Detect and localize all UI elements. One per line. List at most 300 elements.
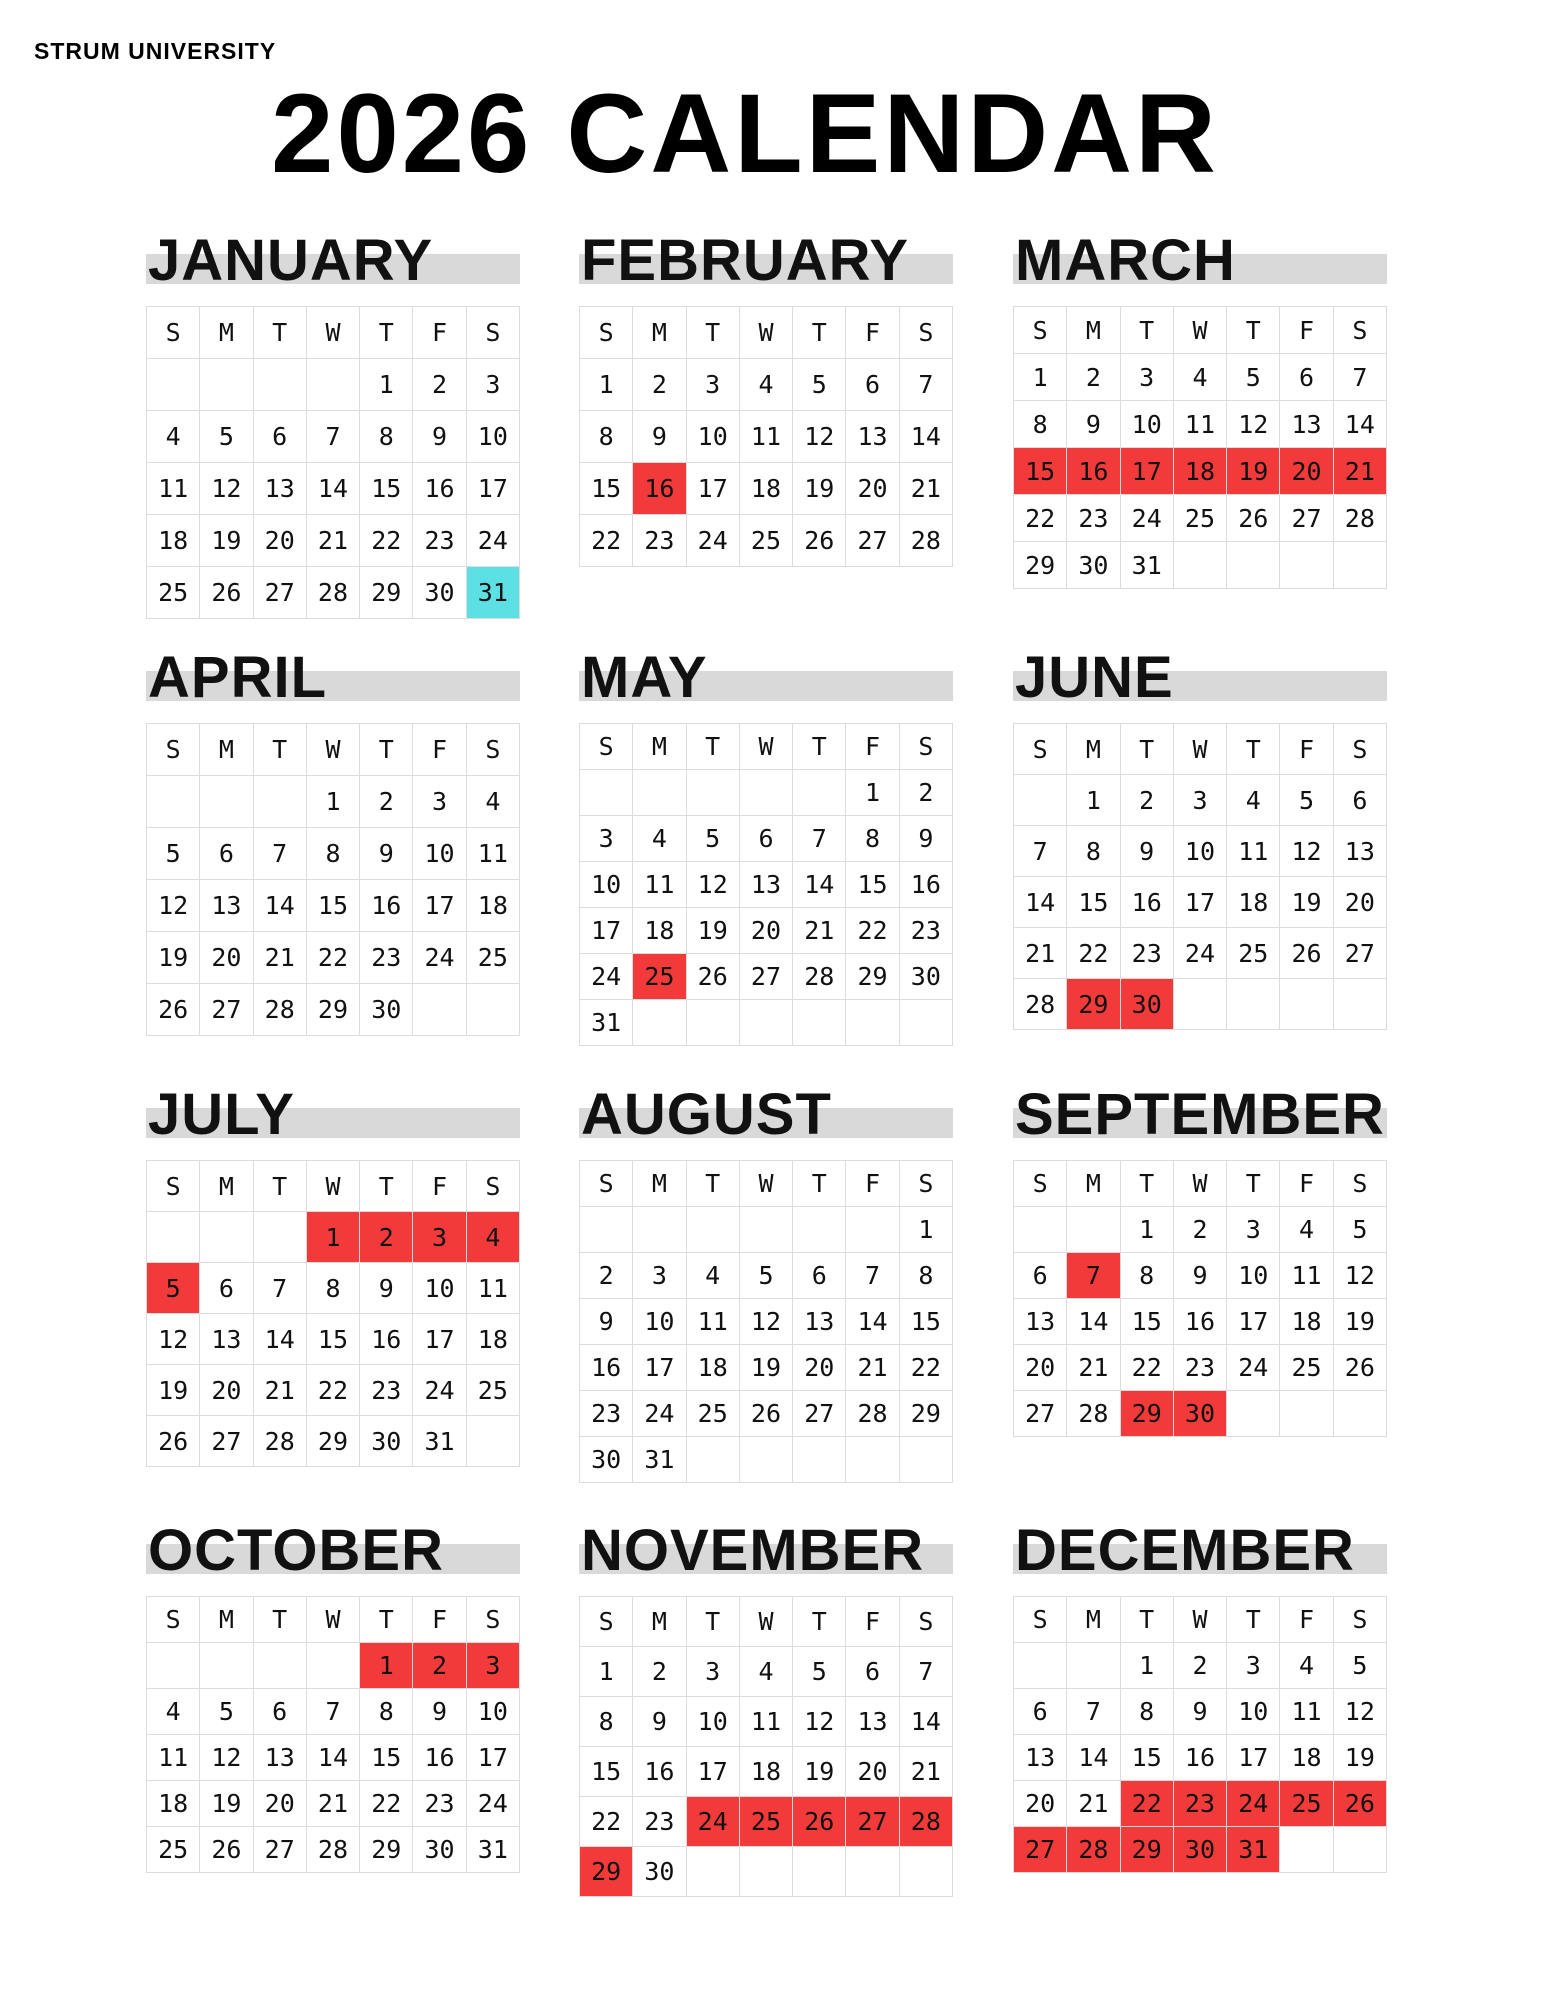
day-cell[interactable]: 15 — [580, 463, 633, 515]
day-cell[interactable]: 22 — [1014, 495, 1067, 542]
day-cell[interactable]: 25 — [1173, 495, 1226, 542]
day-cell[interactable]: 5 — [1333, 1643, 1386, 1689]
day-cell[interactable]: 12 — [147, 1314, 200, 1365]
day-cell[interactable]: 16 — [413, 1735, 466, 1781]
day-cell-holiday[interactable]: 3 — [466, 1643, 519, 1689]
day-cell-holiday[interactable]: 18 — [1173, 448, 1226, 495]
day-cell[interactable]: 26 — [686, 954, 739, 1000]
day-cell[interactable]: 11 — [147, 1735, 200, 1781]
day-cell-holiday[interactable]: 19 — [1227, 448, 1280, 495]
day-cell[interactable]: 4 — [147, 411, 200, 463]
day-cell[interactable]: 18 — [1227, 877, 1280, 928]
day-cell[interactable]: 17 — [466, 1735, 519, 1781]
day-cell[interactable]: 30 — [413, 567, 466, 619]
day-cell[interactable]: 8 — [1014, 401, 1067, 448]
day-cell[interactable]: 17 — [466, 463, 519, 515]
day-cell[interactable]: 31 — [1120, 542, 1173, 589]
day-cell[interactable]: 13 — [200, 880, 253, 932]
day-cell[interactable]: 21 — [899, 463, 952, 515]
day-cell-holiday[interactable]: 5 — [147, 1263, 200, 1314]
day-cell[interactable]: 8 — [899, 1253, 952, 1299]
day-cell[interactable]: 13 — [253, 1735, 306, 1781]
day-cell[interactable]: 12 — [793, 1697, 846, 1747]
day-cell[interactable]: 18 — [1280, 1299, 1333, 1345]
day-cell[interactable]: 26 — [793, 515, 846, 567]
day-cell[interactable]: 27 — [253, 567, 306, 619]
day-cell[interactable]: 15 — [360, 1735, 413, 1781]
day-cell[interactable]: 7 — [846, 1253, 899, 1299]
day-cell[interactable]: 1 — [1067, 775, 1120, 826]
day-cell[interactable]: 30 — [360, 984, 413, 1036]
day-cell[interactable]: 18 — [1280, 1735, 1333, 1781]
day-cell[interactable]: 30 — [580, 1437, 633, 1483]
day-cell[interactable]: 15 — [580, 1747, 633, 1797]
day-cell-special[interactable]: 31 — [466, 567, 519, 619]
day-cell[interactable]: 5 — [200, 411, 253, 463]
day-cell[interactable]: 18 — [633, 908, 686, 954]
day-cell[interactable]: 21 — [306, 515, 359, 567]
day-cell[interactable]: 9 — [580, 1299, 633, 1345]
day-cell-holiday[interactable]: 25 — [633, 954, 686, 1000]
day-cell[interactable]: 3 — [1227, 1207, 1280, 1253]
day-cell[interactable]: 8 — [1120, 1689, 1173, 1735]
day-cell[interactable]: 27 — [739, 954, 792, 1000]
day-cell[interactable]: 20 — [739, 908, 792, 954]
day-cell[interactable]: 18 — [739, 463, 792, 515]
day-cell[interactable]: 18 — [147, 1781, 200, 1827]
day-cell[interactable]: 10 — [1120, 401, 1173, 448]
day-cell-holiday[interactable]: 1 — [306, 1212, 359, 1263]
day-cell[interactable]: 14 — [899, 1697, 952, 1747]
day-cell[interactable]: 20 — [200, 1365, 253, 1416]
day-cell[interactable]: 25 — [1227, 928, 1280, 979]
day-cell[interactable]: 4 — [147, 1689, 200, 1735]
day-cell[interactable]: 17 — [1227, 1299, 1280, 1345]
day-cell[interactable]: 5 — [793, 1647, 846, 1697]
day-cell[interactable]: 11 — [686, 1299, 739, 1345]
day-cell[interactable]: 10 — [686, 1697, 739, 1747]
day-cell[interactable]: 5 — [686, 816, 739, 862]
day-cell[interactable]: 22 — [1067, 928, 1120, 979]
day-cell[interactable]: 29 — [306, 984, 359, 1036]
day-cell[interactable]: 16 — [580, 1345, 633, 1391]
day-cell[interactable]: 13 — [200, 1314, 253, 1365]
day-cell[interactable]: 13 — [253, 463, 306, 515]
day-cell[interactable]: 9 — [360, 1263, 413, 1314]
day-cell[interactable]: 21 — [253, 932, 306, 984]
day-cell[interactable]: 29 — [1014, 542, 1067, 589]
day-cell[interactable]: 17 — [686, 1747, 739, 1797]
day-cell[interactable]: 4 — [739, 1647, 792, 1697]
day-cell-holiday[interactable]: 4 — [466, 1212, 519, 1263]
day-cell[interactable]: 27 — [200, 1416, 253, 1467]
day-cell-holiday[interactable]: 26 — [1333, 1781, 1386, 1827]
day-cell[interactable]: 2 — [1120, 775, 1173, 826]
day-cell[interactable]: 3 — [1227, 1643, 1280, 1689]
day-cell[interactable]: 23 — [413, 515, 466, 567]
day-cell[interactable]: 23 — [633, 515, 686, 567]
day-cell[interactable]: 19 — [793, 1747, 846, 1797]
day-cell[interactable]: 6 — [200, 1263, 253, 1314]
day-cell[interactable]: 8 — [360, 411, 413, 463]
day-cell[interactable]: 14 — [253, 1314, 306, 1365]
day-cell[interactable]: 7 — [793, 816, 846, 862]
day-cell[interactable]: 19 — [200, 1781, 253, 1827]
day-cell[interactable]: 2 — [360, 776, 413, 828]
day-cell[interactable]: 5 — [793, 359, 846, 411]
day-cell[interactable]: 29 — [360, 567, 413, 619]
day-cell[interactable]: 19 — [1333, 1299, 1386, 1345]
day-cell[interactable]: 9 — [633, 1697, 686, 1747]
day-cell[interactable]: 5 — [200, 1689, 253, 1735]
day-cell[interactable]: 30 — [899, 954, 952, 1000]
day-cell[interactable]: 16 — [1120, 877, 1173, 928]
day-cell[interactable]: 12 — [739, 1299, 792, 1345]
day-cell[interactable]: 21 — [793, 908, 846, 954]
day-cell[interactable]: 12 — [1333, 1253, 1386, 1299]
day-cell-holiday[interactable]: 21 — [1333, 448, 1386, 495]
day-cell[interactable]: 27 — [200, 984, 253, 1036]
day-cell[interactable]: 3 — [686, 1647, 739, 1697]
day-cell[interactable]: 6 — [253, 1689, 306, 1735]
day-cell[interactable]: 24 — [466, 1781, 519, 1827]
day-cell[interactable]: 7 — [306, 411, 359, 463]
day-cell[interactable]: 20 — [793, 1345, 846, 1391]
day-cell[interactable]: 26 — [1333, 1345, 1386, 1391]
day-cell[interactable]: 29 — [846, 954, 899, 1000]
day-cell[interactable]: 22 — [360, 1781, 413, 1827]
day-cell[interactable]: 7 — [1067, 1689, 1120, 1735]
day-cell[interactable]: 23 — [580, 1391, 633, 1437]
day-cell[interactable]: 10 — [686, 411, 739, 463]
day-cell[interactable]: 8 — [580, 1697, 633, 1747]
day-cell-holiday[interactable]: 20 — [1280, 448, 1333, 495]
day-cell[interactable]: 22 — [306, 932, 359, 984]
day-cell[interactable]: 2 — [1173, 1643, 1226, 1689]
day-cell[interactable]: 20 — [253, 1781, 306, 1827]
day-cell[interactable]: 3 — [686, 359, 739, 411]
day-cell[interactable]: 14 — [1067, 1299, 1120, 1345]
day-cell[interactable]: 21 — [1014, 928, 1067, 979]
day-cell[interactable]: 11 — [1280, 1253, 1333, 1299]
day-cell[interactable]: 12 — [793, 411, 846, 463]
day-cell[interactable]: 26 — [739, 1391, 792, 1437]
day-cell[interactable]: 9 — [1067, 401, 1120, 448]
day-cell[interactable]: 2 — [633, 1647, 686, 1697]
day-cell[interactable]: 28 — [306, 1827, 359, 1873]
day-cell-holiday[interactable]: 30 — [1120, 979, 1173, 1030]
day-cell-holiday[interactable]: 27 — [1014, 1827, 1067, 1873]
day-cell[interactable]: 27 — [793, 1391, 846, 1437]
day-cell[interactable]: 1 — [1120, 1643, 1173, 1689]
day-cell-holiday[interactable]: 24 — [686, 1797, 739, 1847]
day-cell[interactable]: 11 — [1173, 401, 1226, 448]
day-cell-holiday[interactable]: 28 — [1067, 1827, 1120, 1873]
day-cell[interactable]: 10 — [1227, 1253, 1280, 1299]
day-cell[interactable]: 13 — [1014, 1299, 1067, 1345]
day-cell[interactable]: 30 — [633, 1847, 686, 1897]
day-cell[interactable]: 31 — [633, 1437, 686, 1483]
day-cell[interactable]: 23 — [633, 1797, 686, 1847]
day-cell[interactable]: 12 — [200, 463, 253, 515]
day-cell[interactable]: 26 — [200, 567, 253, 619]
day-cell-holiday[interactable]: 2 — [413, 1643, 466, 1689]
day-cell-holiday[interactable]: 15 — [1014, 448, 1067, 495]
day-cell[interactable]: 18 — [147, 515, 200, 567]
day-cell[interactable]: 17 — [686, 463, 739, 515]
day-cell[interactable]: 16 — [1173, 1735, 1226, 1781]
day-cell[interactable]: 22 — [899, 1345, 952, 1391]
day-cell[interactable]: 14 — [306, 463, 359, 515]
day-cell[interactable]: 25 — [739, 515, 792, 567]
day-cell[interactable]: 13 — [846, 411, 899, 463]
day-cell[interactable]: 19 — [1280, 877, 1333, 928]
day-cell[interactable]: 12 — [686, 862, 739, 908]
day-cell[interactable]: 18 — [739, 1747, 792, 1797]
day-cell[interactable]: 25 — [147, 567, 200, 619]
day-cell[interactable]: 8 — [360, 1689, 413, 1735]
day-cell[interactable]: 3 — [633, 1253, 686, 1299]
day-cell[interactable]: 23 — [413, 1781, 466, 1827]
day-cell[interactable]: 6 — [1014, 1253, 1067, 1299]
day-cell[interactable]: 30 — [360, 1416, 413, 1467]
day-cell[interactable]: 8 — [1067, 826, 1120, 877]
day-cell[interactable]: 16 — [413, 463, 466, 515]
day-cell-holiday[interactable]: 17 — [1120, 448, 1173, 495]
day-cell[interactable]: 23 — [1067, 495, 1120, 542]
day-cell[interactable]: 12 — [1280, 826, 1333, 877]
day-cell[interactable]: 17 — [580, 908, 633, 954]
day-cell[interactable]: 15 — [306, 880, 359, 932]
day-cell[interactable]: 16 — [360, 1314, 413, 1365]
day-cell[interactable]: 18 — [466, 880, 519, 932]
day-cell[interactable]: 9 — [413, 1689, 466, 1735]
day-cell[interactable]: 6 — [846, 1647, 899, 1697]
day-cell[interactable]: 19 — [793, 463, 846, 515]
day-cell[interactable]: 22 — [846, 908, 899, 954]
day-cell-holiday[interactable]: 16 — [633, 463, 686, 515]
day-cell[interactable]: 26 — [200, 1827, 253, 1873]
day-cell[interactable]: 4 — [1173, 354, 1226, 401]
day-cell[interactable]: 14 — [899, 411, 952, 463]
day-cell[interactable]: 23 — [1120, 928, 1173, 979]
day-cell[interactable]: 11 — [466, 1263, 519, 1314]
day-cell[interactable]: 21 — [846, 1345, 899, 1391]
day-cell[interactable]: 8 — [1120, 1253, 1173, 1299]
day-cell[interactable]: 2 — [1173, 1207, 1226, 1253]
day-cell[interactable]: 31 — [466, 1827, 519, 1873]
day-cell[interactable]: 12 — [1333, 1689, 1386, 1735]
day-cell[interactable]: 24 — [413, 932, 466, 984]
day-cell[interactable]: 14 — [1333, 401, 1386, 448]
day-cell[interactable]: 23 — [899, 908, 952, 954]
day-cell[interactable]: 6 — [1280, 354, 1333, 401]
day-cell[interactable]: 5 — [1227, 354, 1280, 401]
day-cell-holiday[interactable]: 29 — [580, 1847, 633, 1897]
day-cell[interactable]: 4 — [1280, 1643, 1333, 1689]
day-cell[interactable]: 27 — [1333, 928, 1386, 979]
day-cell[interactable]: 13 — [1014, 1735, 1067, 1781]
day-cell[interactable]: 14 — [253, 880, 306, 932]
day-cell[interactable]: 1 — [360, 359, 413, 411]
day-cell[interactable]: 15 — [1120, 1735, 1173, 1781]
day-cell[interactable]: 11 — [1280, 1689, 1333, 1735]
day-cell-holiday[interactable]: 29 — [1120, 1827, 1173, 1873]
day-cell[interactable]: 9 — [413, 411, 466, 463]
day-cell[interactable]: 14 — [1067, 1735, 1120, 1781]
day-cell[interactable]: 28 — [846, 1391, 899, 1437]
day-cell[interactable]: 17 — [1173, 877, 1226, 928]
day-cell[interactable]: 28 — [1014, 979, 1067, 1030]
day-cell-holiday[interactable]: 7 — [1067, 1253, 1120, 1299]
day-cell[interactable]: 19 — [739, 1345, 792, 1391]
day-cell[interactable]: 16 — [360, 880, 413, 932]
day-cell[interactable]: 26 — [1280, 928, 1333, 979]
day-cell[interactable]: 3 — [1173, 775, 1226, 826]
day-cell-holiday[interactable]: 30 — [1173, 1827, 1226, 1873]
day-cell[interactable]: 9 — [1173, 1689, 1226, 1735]
day-cell-holiday[interactable]: 30 — [1173, 1391, 1226, 1437]
day-cell[interactable]: 11 — [739, 1697, 792, 1747]
day-cell[interactable]: 6 — [846, 359, 899, 411]
day-cell[interactable]: 2 — [1067, 354, 1120, 401]
day-cell[interactable]: 7 — [899, 1647, 952, 1697]
day-cell[interactable]: 2 — [899, 770, 952, 816]
day-cell-holiday[interactable]: 23 — [1173, 1781, 1226, 1827]
day-cell-holiday[interactable]: 25 — [1280, 1781, 1333, 1827]
day-cell[interactable]: 7 — [253, 828, 306, 880]
day-cell[interactable]: 1 — [306, 776, 359, 828]
day-cell[interactable]: 20 — [253, 515, 306, 567]
day-cell[interactable]: 20 — [200, 932, 253, 984]
day-cell[interactable]: 2 — [580, 1253, 633, 1299]
day-cell[interactable]: 26 — [147, 984, 200, 1036]
day-cell[interactable]: 17 — [413, 1314, 466, 1365]
day-cell[interactable]: 31 — [413, 1416, 466, 1467]
day-cell[interactable]: 19 — [200, 515, 253, 567]
day-cell[interactable]: 2 — [413, 359, 466, 411]
day-cell[interactable]: 29 — [360, 1827, 413, 1873]
day-cell[interactable]: 1 — [1014, 354, 1067, 401]
day-cell[interactable]: 24 — [633, 1391, 686, 1437]
day-cell[interactable]: 17 — [413, 880, 466, 932]
day-cell[interactable]: 3 — [413, 776, 466, 828]
day-cell[interactable]: 29 — [899, 1391, 952, 1437]
day-cell[interactable]: 8 — [580, 411, 633, 463]
day-cell[interactable]: 1 — [899, 1207, 952, 1253]
day-cell[interactable]: 5 — [1333, 1207, 1386, 1253]
day-cell-holiday[interactable]: 25 — [739, 1797, 792, 1847]
day-cell[interactable]: 20 — [846, 463, 899, 515]
day-cell[interactable]: 22 — [1120, 1345, 1173, 1391]
day-cell[interactable]: 23 — [360, 1365, 413, 1416]
day-cell[interactable]: 18 — [466, 1314, 519, 1365]
day-cell[interactable]: 10 — [633, 1299, 686, 1345]
day-cell[interactable]: 4 — [466, 776, 519, 828]
day-cell[interactable]: 9 — [360, 828, 413, 880]
day-cell[interactable]: 19 — [147, 932, 200, 984]
day-cell[interactable]: 10 — [466, 411, 519, 463]
day-cell[interactable]: 20 — [1014, 1345, 1067, 1391]
day-cell[interactable]: 23 — [360, 932, 413, 984]
day-cell[interactable]: 24 — [1173, 928, 1226, 979]
day-cell[interactable]: 28 — [1067, 1391, 1120, 1437]
day-cell[interactable]: 12 — [147, 880, 200, 932]
day-cell[interactable]: 30 — [1067, 542, 1120, 589]
day-cell[interactable]: 20 — [846, 1747, 899, 1797]
day-cell[interactable]: 9 — [1120, 826, 1173, 877]
day-cell[interactable]: 23 — [1173, 1345, 1226, 1391]
day-cell[interactable]: 4 — [1227, 775, 1280, 826]
day-cell[interactable]: 13 — [846, 1697, 899, 1747]
day-cell[interactable]: 30 — [413, 1827, 466, 1873]
day-cell[interactable]: 16 — [633, 1747, 686, 1797]
day-cell[interactable]: 28 — [253, 1416, 306, 1467]
day-cell[interactable]: 1 — [580, 359, 633, 411]
day-cell[interactable]: 28 — [1333, 495, 1386, 542]
day-cell[interactable]: 7 — [1014, 826, 1067, 877]
day-cell[interactable]: 3 — [1120, 354, 1173, 401]
day-cell[interactable]: 21 — [1067, 1345, 1120, 1391]
day-cell[interactable]: 17 — [633, 1345, 686, 1391]
day-cell[interactable]: 6 — [253, 411, 306, 463]
day-cell[interactable]: 24 — [686, 515, 739, 567]
day-cell[interactable]: 28 — [306, 567, 359, 619]
day-cell[interactable]: 25 — [686, 1391, 739, 1437]
day-cell[interactable]: 22 — [580, 515, 633, 567]
day-cell[interactable]: 4 — [633, 816, 686, 862]
day-cell[interactable]: 14 — [846, 1299, 899, 1345]
day-cell[interactable]: 27 — [1014, 1391, 1067, 1437]
day-cell[interactable]: 6 — [793, 1253, 846, 1299]
day-cell[interactable]: 9 — [899, 816, 952, 862]
day-cell[interactable]: 1 — [1120, 1207, 1173, 1253]
day-cell[interactable]: 6 — [1014, 1689, 1067, 1735]
day-cell[interactable]: 5 — [147, 828, 200, 880]
day-cell[interactable]: 12 — [200, 1735, 253, 1781]
day-cell[interactable]: 10 — [413, 828, 466, 880]
day-cell[interactable]: 29 — [306, 1416, 359, 1467]
day-cell[interactable]: 25 — [147, 1827, 200, 1873]
day-cell[interactable]: 14 — [306, 1735, 359, 1781]
day-cell[interactable]: 15 — [306, 1314, 359, 1365]
day-cell[interactable]: 5 — [1280, 775, 1333, 826]
day-cell-holiday[interactable]: 27 — [846, 1797, 899, 1847]
day-cell[interactable]: 28 — [793, 954, 846, 1000]
day-cell[interactable]: 15 — [846, 862, 899, 908]
day-cell[interactable]: 11 — [1227, 826, 1280, 877]
day-cell[interactable]: 24 — [413, 1365, 466, 1416]
day-cell[interactable]: 18 — [686, 1345, 739, 1391]
day-cell[interactable]: 10 — [1173, 826, 1226, 877]
day-cell[interactable]: 9 — [633, 411, 686, 463]
day-cell[interactable]: 24 — [1227, 1345, 1280, 1391]
day-cell[interactable]: 27 — [1280, 495, 1333, 542]
day-cell[interactable]: 21 — [253, 1365, 306, 1416]
day-cell-holiday[interactable]: 3 — [413, 1212, 466, 1263]
day-cell[interactable]: 8 — [306, 1263, 359, 1314]
day-cell-holiday[interactable]: 29 — [1120, 1391, 1173, 1437]
day-cell-holiday[interactable]: 22 — [1120, 1781, 1173, 1827]
day-cell[interactable]: 15 — [899, 1299, 952, 1345]
day-cell[interactable]: 3 — [466, 359, 519, 411]
day-cell[interactable]: 13 — [1280, 401, 1333, 448]
day-cell[interactable]: 3 — [580, 816, 633, 862]
day-cell[interactable]: 26 — [147, 1416, 200, 1467]
day-cell[interactable]: 4 — [686, 1253, 739, 1299]
day-cell[interactable]: 24 — [466, 515, 519, 567]
day-cell[interactable]: 17 — [1227, 1735, 1280, 1781]
